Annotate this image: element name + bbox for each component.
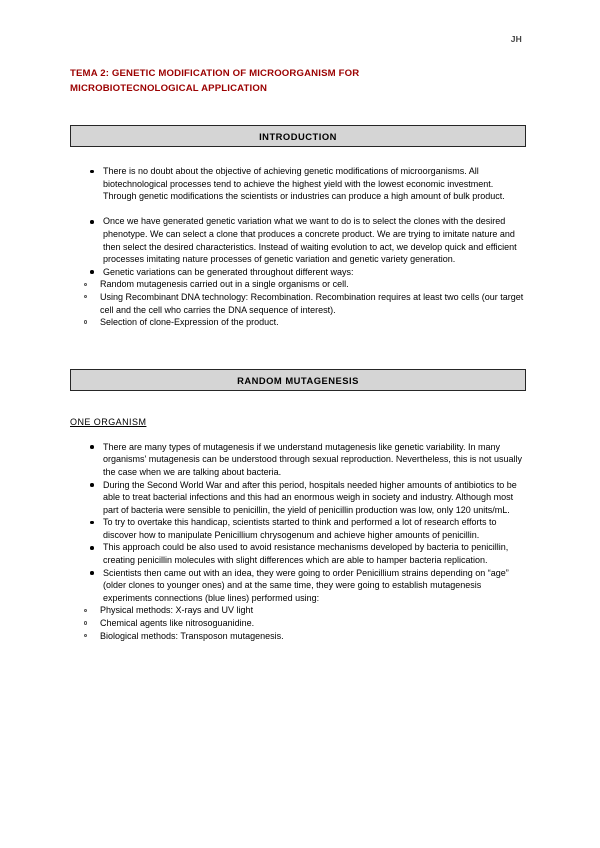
paragraph-spacer	[70, 203, 526, 216]
list-item: Chemical agents like nitrosoguanidine.	[70, 617, 526, 630]
bullet-text: Once we have generated genetic variation what we want to do is to select the clones with the desired phenotype. We can select a clone that produces a concrete product. We are trying to imitate nature and then select the desired characteristics. Instead of waiting evolution to act, we develop quick and efficient processes imitating nature processes of genetic variation and genetic variety generation.	[103, 215, 526, 265]
list-item: Selection of clone-Expression of the product.	[70, 316, 526, 329]
random-mutagenesis-body	[70, 441, 526, 643]
bullet-text: Genetic variations can be generated throughout different ways:	[103, 266, 526, 279]
bullet-text: During the Second World War and after this period, hospitals needed higher amounts of antibiotics to be able to treat bacterial infections and this had an enormous weigh in society and industry. Although most part of bacteria were sensible to penicillin, the yield of penicillin production was low, only 120 units/mL.	[103, 479, 526, 517]
random-mutagenesis-sub-bullet-list	[70, 604, 526, 642]
author-initials: JH	[510, 34, 522, 44]
list-item: Random mutagenesis carried out in a single organisms or cell.	[70, 278, 526, 291]
list-item	[70, 441, 526, 479]
list-item	[70, 266, 526, 279]
list-item: Biological methods: Transposon mutagenesis.	[70, 630, 526, 643]
document-content	[70, 66, 526, 642]
list-item	[70, 516, 526, 541]
list-item	[70, 215, 526, 265]
document-title-line-1: TEMA 2: GENETIC MODIFICATION OF MICROORGANISM FOR	[70, 68, 360, 79]
bullet-text: Scientists then came out with an idea, they were going to order Penicillium strains depending on “age” (older clones to younger ones) and at the same time, they were going to establish mutagenesis experiments connections (blue lines) performed using:	[103, 567, 526, 605]
document-title	[70, 66, 526, 96]
list-item	[70, 541, 526, 566]
bullet-text: There is no doubt about the objective of achieving genetic modifications of microorganisms. All biotechnological processes tend to achieve the highest yield with the lowest economic investment. Through genetic modifications the scientists or industries can produce a high amount of bulk product.	[103, 165, 526, 203]
list-item: Physical methods: X-rays and UV light	[70, 604, 526, 617]
list-item	[70, 165, 526, 203]
document-title-line-2: MICROBIOTECNOLOGICAL APPLICATION	[70, 83, 268, 94]
section-banner-random-mutagenesis: RANDOM MUTAGENESIS	[70, 369, 526, 391]
introduction-body	[70, 165, 526, 329]
bullet-text: To try to overtake this handicap, scientists started to think and performed a lot of research efforts to discover how to manipulate Penicillium chrysogenum and achieve higher amounts of penicillin.	[103, 516, 526, 541]
list-item	[70, 479, 526, 517]
list-item: Using Recombinant DNA technology: Recombination. Recombination requires at least two cells (our target cell and the cell who carries the DNA sequence of interest).	[70, 291, 526, 316]
introduction-bullet-list	[70, 165, 526, 278]
introduction-sub-bullet-list	[70, 278, 526, 328]
random-mutagenesis-bullet-list	[70, 441, 526, 605]
list-item	[70, 567, 526, 605]
subsection-heading-one-organism: ONE ORGANISM	[70, 416, 147, 427]
section-banner-introduction: INTRODUCTION	[70, 125, 526, 147]
bullet-text: There are many types of mutagenesis if we understand mutagenesis like genetic variability. In many organisms' mutagenesis can be understood through sexual reproduction. Nevertheless, this is not usually the case when we are talking about bacteria.	[103, 441, 526, 479]
bullet-text: This approach could be also used to avoid resistance mechanisms developed by bacteria to penicillin, creating penicillin molecules with slight differences which are able to hamper bacteria replication.	[103, 541, 526, 566]
